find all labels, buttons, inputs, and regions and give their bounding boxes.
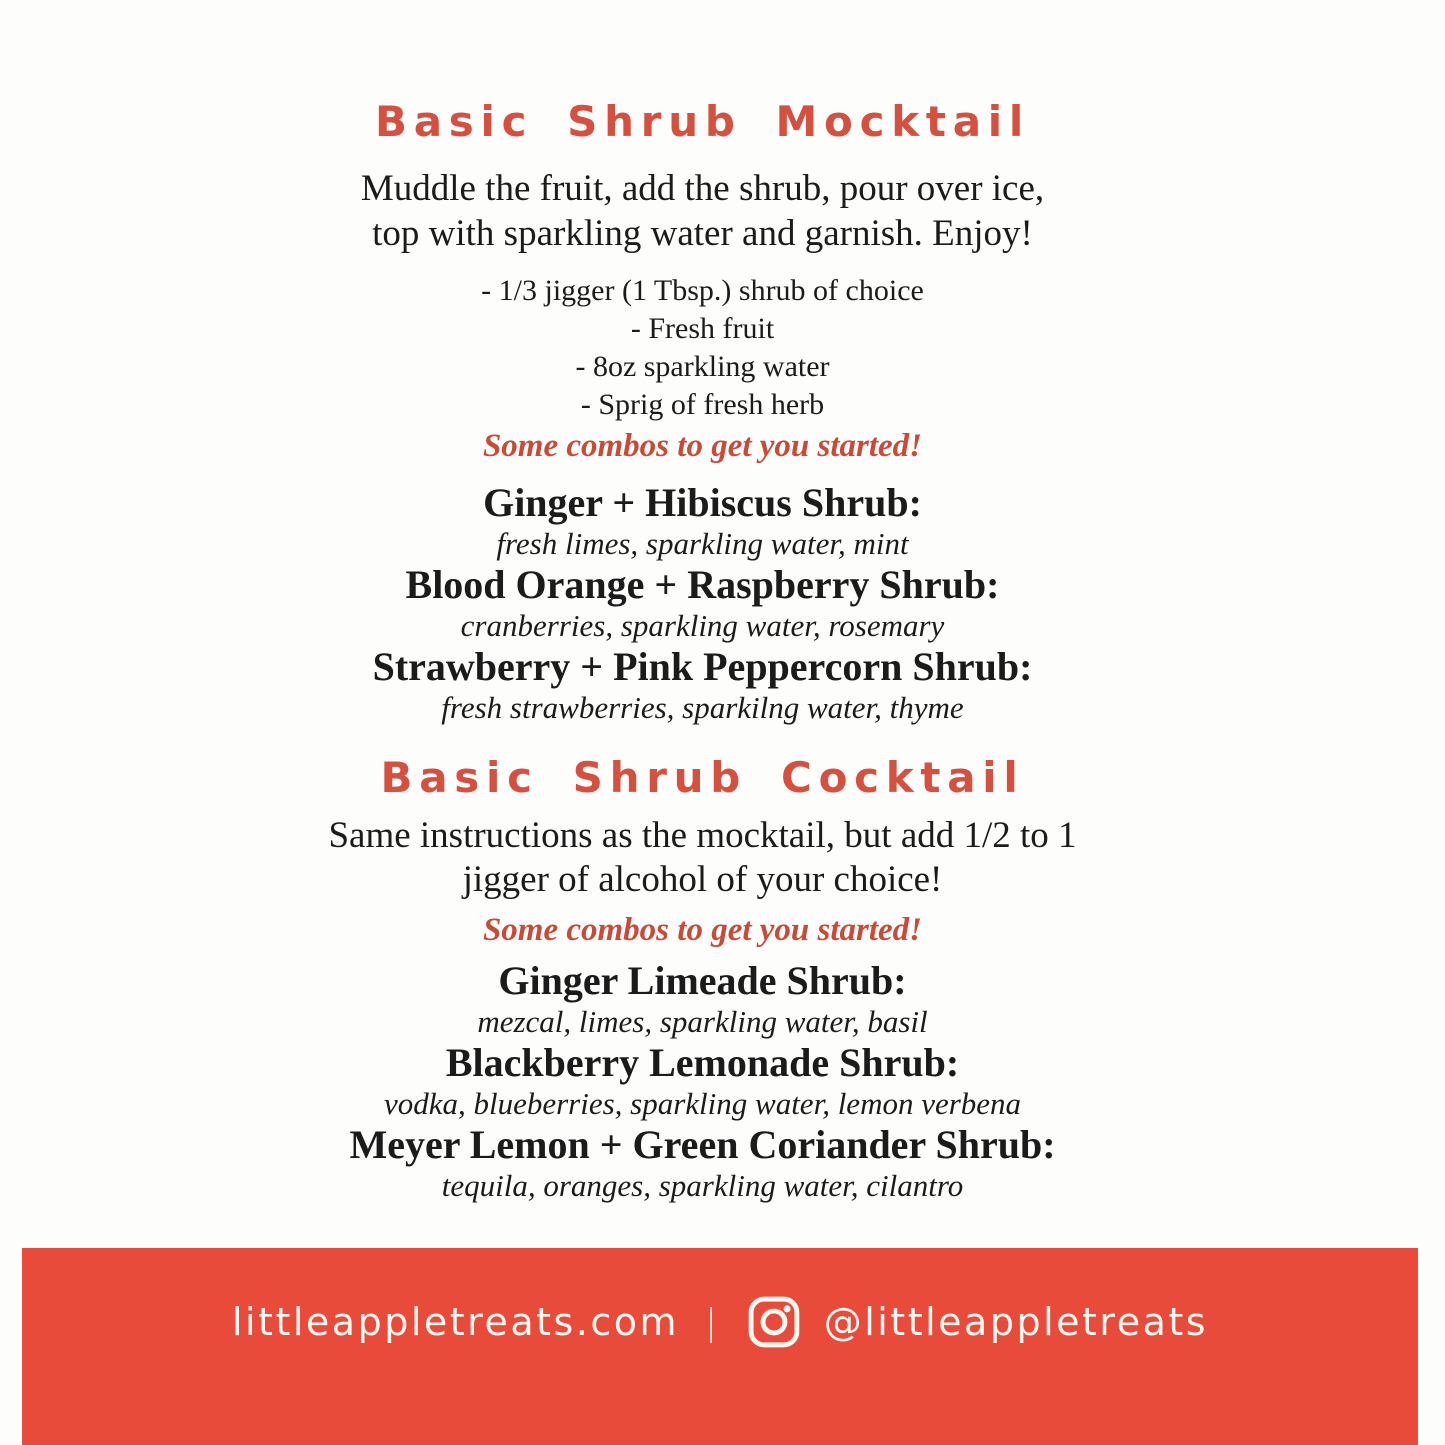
ingredient-item: - 8oz sparkling water [575, 350, 830, 383]
mocktail-instructions-line: top with sparkling water and garnish. Enjoy! [372, 213, 1033, 254]
combo-item [0, 960, 1405, 1042]
mocktail-combos [0, 482, 1405, 728]
cocktail-combos-intro: Some combos to get you started! [482, 912, 923, 948]
combo-item [0, 1124, 1405, 1206]
combo-name: Ginger + Hibiscus Shrub: [483, 480, 922, 525]
combo-detail: cranberries, sparkling water, rosemary [460, 608, 945, 643]
combo-detail: tequila, oranges, sparkling water, cilantro [441, 1168, 964, 1203]
footer-banner [22, 1248, 1418, 1445]
mocktail-ingredient-list [0, 272, 1405, 424]
ingredient-item: - Sprig of fresh herb [580, 388, 825, 421]
cocktail-combos [0, 960, 1405, 1206]
mocktail-combos-intro: Some combos to get you started! [482, 428, 923, 464]
instagram-handle-link[interactable]: @littleappletreats [823, 1300, 1209, 1344]
instagram-icon[interactable] [746, 1294, 802, 1350]
website-link[interactable]: littleappletreats.com [231, 1300, 680, 1344]
combo-detail: fresh strawberries, sparkilng water, thyme [441, 690, 964, 725]
footer-separator: | [705, 1301, 720, 1343]
cocktail-title: Basic Shrub Cocktail [380, 753, 1025, 802]
combo-name: Blood Orange + Raspberry Shrub: [405, 562, 1000, 607]
mocktail-title: Basic Shrub Mocktail [374, 97, 1030, 146]
combo-detail: vodka, blueberries, sparkling water, lemon verbena [383, 1086, 1022, 1121]
combo-name: Blackberry Lemonade Shrub: [445, 1040, 960, 1085]
combo-item [0, 482, 1405, 564]
combo-item [0, 564, 1405, 646]
mocktail-instructions [0, 166, 1405, 256]
combo-detail: mezcal, limes, sparkling water, basil [477, 1004, 928, 1039]
cocktail-instructions [0, 814, 1405, 902]
combo-name: Strawberry + Pink Peppercorn Shrub: [372, 644, 1033, 689]
ingredient-item: - Fresh fruit [630, 312, 775, 345]
combo-name: Ginger Limeade Shrub: [498, 958, 907, 1003]
mocktail-instructions-line: Muddle the fruit, add the shrub, pour over ice, [360, 168, 1045, 209]
cocktail-instructions-line: jigger of alcohol of your choice! [462, 859, 943, 900]
combo-item [0, 1042, 1405, 1124]
combo-detail: fresh limes, sparkling water, mint [496, 526, 909, 561]
cocktail-instructions-line: Same instructions as the mocktail, but add 1/2 to 1 [328, 815, 1077, 856]
combo-name: Meyer Lemon + Green Coriander Shrub: [349, 1122, 1056, 1167]
footer-content [232, 1294, 1208, 1350]
ingredient-item: - 1/3 jigger (1 Tbsp.) shrub of choice [481, 274, 924, 307]
combo-item [0, 646, 1405, 728]
